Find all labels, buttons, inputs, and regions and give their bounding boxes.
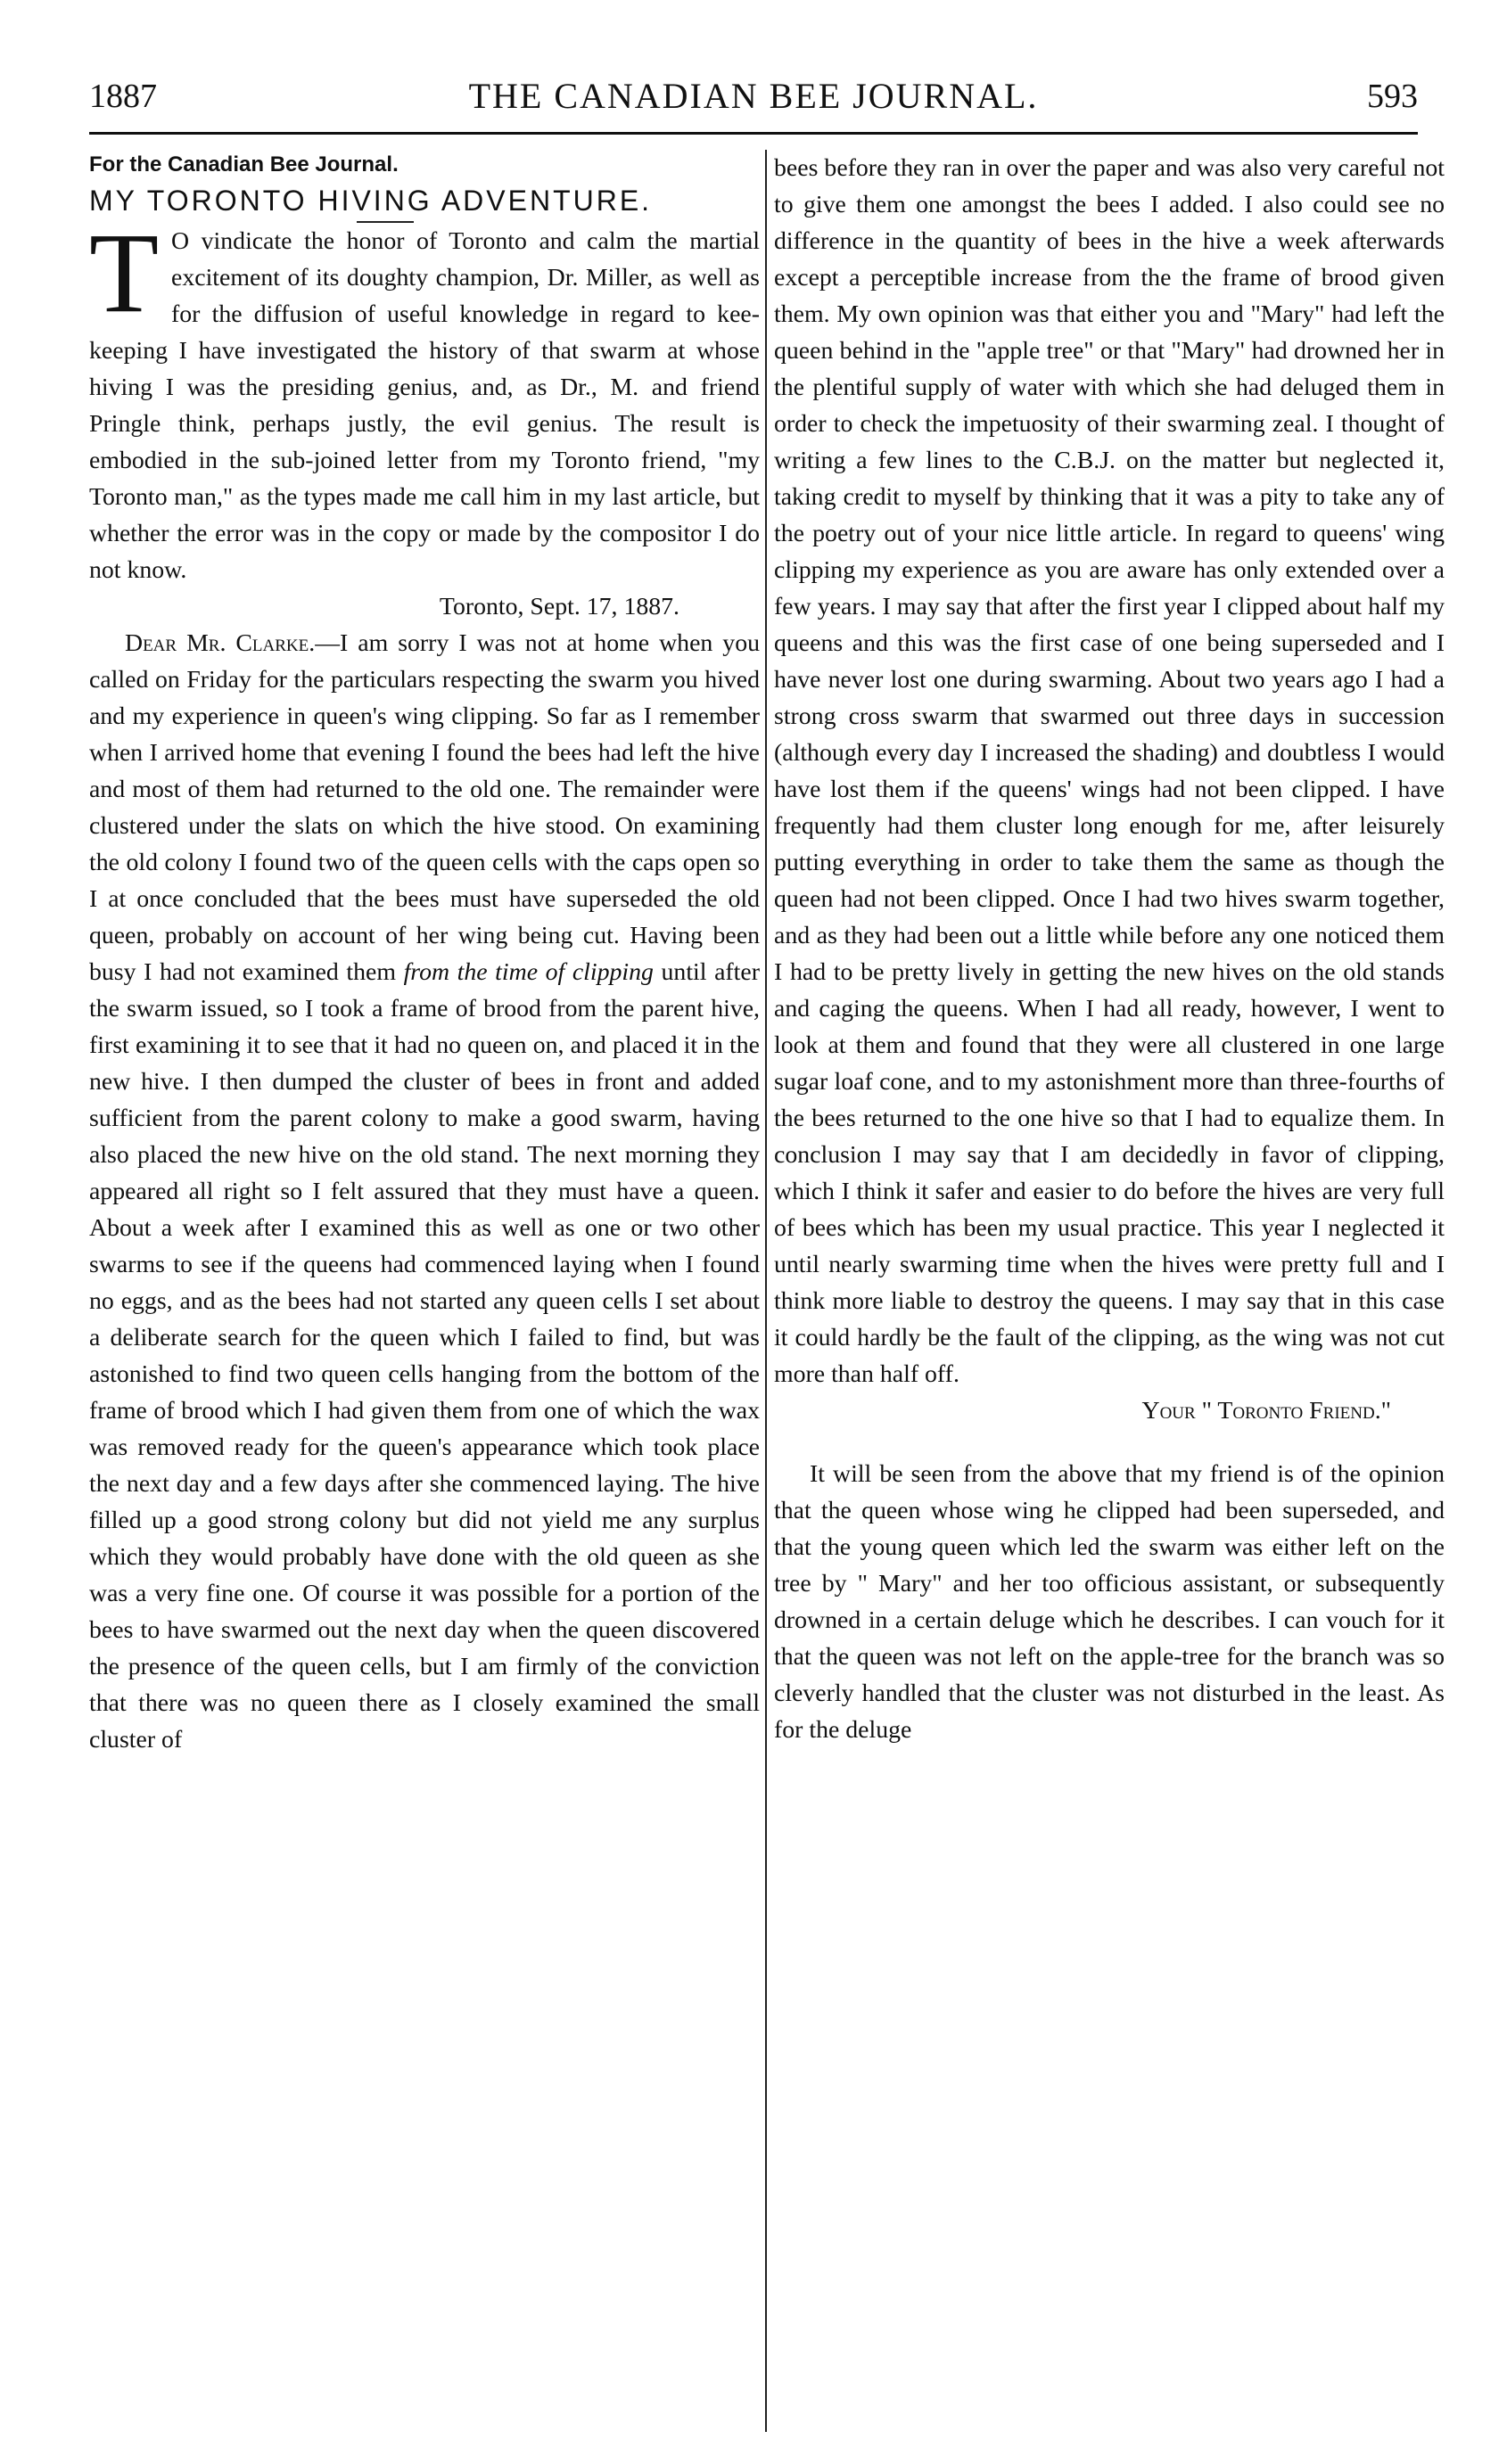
page-number: 593 — [1367, 78, 1418, 115]
drop-cap: T — [89, 209, 160, 336]
letter-text-part-2: until after the swarm issued, so I took a frame of brood from the parent hive, first examining it to see that it had no queen on, and placed it in the new hive. I then dumped the cluster of bees in front and added sufficient from the parent colony to make a good swarm, having also placed the new hive on the old stand. The next morning they appeared all right so I felt assured that they must have a queen. About a week after I examined this as well as one or two other swarms to see if the queens had commenced laying when I found no eggs, and as the bees had not started any queen cells I set about a deliberate search for the queen which I failed to find, but was astonished to find two queen cells hanging from the bottom of the frame of brood which I had given them from one of which the wax was removed ready for the queen's appearance which took place the next day and a few days after she commenced laying. The hive filled up a good strong colony but did not yield me any surplus which they would probably have done with the old queen as she was a very fine one. Of course it was possible for a portion of the bees to have swarmed out the next day when the queen discovered the presence of the queen cells, but I am firmly of the conviction that there was no queen there as I closely examined the small cluster of — [89, 958, 760, 1754]
paragraph-gap — [774, 1429, 1445, 1456]
closing-paragraph: It will be seen from the above that my friend is of the opinion that the queen whose wing he clipped had been superseded, and that the young queen which led the swarm was either left on the tree by " Mary" and her too officious assistant, or subsequently drowned in a certain deluge which he describes. I can vouch for it that the queen was not left on the apple-tree for the branch was so cleverly handled that the cluster was not disturbed in the least. As for the deluge — [774, 1460, 1445, 1744]
letter-signature: Your " Toronto Friend." — [1141, 1397, 1391, 1425]
letter-paragraph — [89, 625, 760, 1758]
journal-title: THE CANADIAN BEE JOURNAL. — [468, 76, 1039, 116]
letter-text-italic: from the time of clipping — [403, 958, 654, 986]
intro-text: O vindicate the honor of Toronto and calm the martial excitement of its doughty champion, Dr. Miller, as well as for the diffusion of useful knowledge in regard to kee-keeping I have investigated the history of that swarm at whose hiving I was the presiding genius, and, as Dr., M. and friend Pringle think, perhaps justly, the evil genius. The result is embodied in the sub-joined letter from my Toronto friend, "my Toronto man," as the types made me call him in my last article, but whether the error was in the copy or made by the compositor I do not know. — [89, 227, 760, 584]
header-year: 1887 — [89, 78, 157, 115]
left-column — [89, 150, 760, 1758]
page-header — [89, 70, 1418, 123]
header-rule — [89, 132, 1418, 135]
letter-dateline: Toronto, Sept. 17, 1887. — [439, 593, 679, 620]
right-column — [774, 150, 1445, 1748]
intro-paragraph — [89, 209, 760, 588]
article-byline: For the Canadian Bee Journal. — [89, 152, 399, 177]
letter-text-part-1: —I am sorry I was not at home when you called on Friday for the particulars respecting the swarm you hived and my experience in queen's wing clipping. So far as I remember when I arrived home that evening I found the bees had left the hive and most of them had returned to the old one. The remainder were clustered under the slats on which the hive stood. On examining the old colony I found two of the queen cells with the caps open so I at once concluded that the bees must have superseded the old queen, probably on account of her wing being cut. Having been busy I had not examined them — [89, 629, 760, 986]
letter-salutation: Dear Mr. Clarke. — [125, 629, 316, 657]
article-title: MY TORONTO HIVING ADVENTURE. — [89, 185, 653, 217]
column-divider — [765, 150, 767, 2432]
letter-continuation: bees before they ran in over the paper and was also very careful not to give them one amongst the bees I added. I also could see no difference in the quantity of bees in the hive a week afterwards except a perceptible increase from the the frame of brood given them. My own opinion was that either you and "Mary" had left the queen behind in the "apple tree" or that "Mary" had drowned her in the plentiful supply of water with which she had deluged them in order to check the impetuosity of their swarming zeal. I thought of writing a few lines to the C.B.J. on the matter but neglected it, taking credit to myself by thinking that it was a pity to take any of the poetry out of your nice little article. In regard to queens' wing clipping my experience as you are aware has only extended over a few years. I may say that after the first year I clipped about half my queens and this was the first case of one being superseded and I have never lost one during swarming. About two years ago I had a strong cross swarm that swarmed out three days in succession (although every day I increased the shading) and doubtless I would have lost them if the queens' wings had not been clipped. I have frequently had them cluster long enough for me, after leisurely putting everything in order to take them the same as though the queen had not been clipped. Once I had two hives swarm together, and as they had been out a little while before any one noticed them I had to be pretty lively in getting the new hives on the old stands and caging the queens. When I had all ready, however, I went to look at them and found that they were all clustered in one large sugar loaf cone, and to my astonishment more than three-fourths of the bees returned to the one hive so that I had to equalize them. In conclusion I may say that I am decidedly in favor of clipping, which I think it safer and easier to do before the hives are very full of bees which has been my usual practice. This year I neglected it until nearly swarming time when the hives were pretty full and I think more liable to destroy the queens. I may say that in this case it could hardly be the fault of the clipping, as the wing was not cut more than half off. — [774, 154, 1445, 1388]
